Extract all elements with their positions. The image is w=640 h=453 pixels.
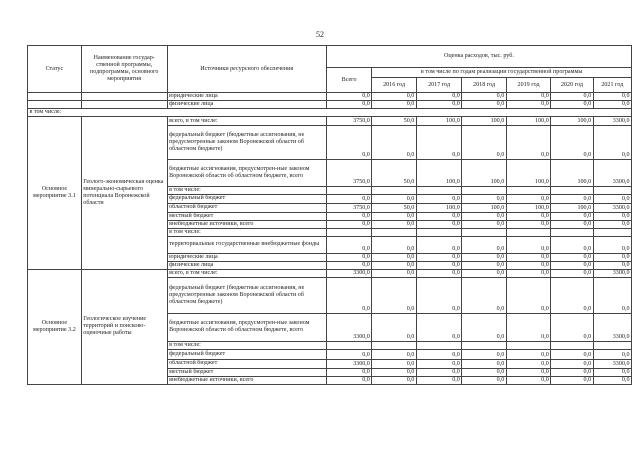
value-cell: 0,0 [416,220,462,228]
value-cell: 0,0 [506,220,550,228]
empty-cell [81,101,167,109]
value-cell: 0,0 [462,101,506,109]
value-cell: 3750,0 [326,117,372,126]
value-cell: 100,0 [462,160,506,187]
value-cell: 0,0 [372,101,416,109]
value-cell: 0,0 [326,277,372,313]
year-header: 2020 год [551,78,593,93]
value-cell: 0,0 [416,277,462,313]
table-row [28,117,632,126]
by-years-header: в том числе по годам реализации государственной программы [372,68,632,78]
source-label: всего, в том числе: [167,269,326,277]
value-cell: 3300,0 [593,117,631,126]
source-label: федеральный бюджет (бюджетные ассигнования, не предусмотренные законом Воронежской области об областном бюджете) [167,277,326,313]
value-cell: 0,0 [506,212,550,220]
value-cell: 100,0 [506,203,550,212]
name-header: Наименование государ-ственной программы, подпрограммы, основного мероприятия [81,46,167,93]
value-cell: 100,0 [416,117,462,126]
section-label: в том числе: [28,109,632,117]
value-cell: 0,0 [416,236,462,253]
budget-table [27,45,632,385]
value-cell: 0,0 [506,359,550,368]
value-cell: 0,0 [551,194,593,203]
value-cell: 3300,0 [326,313,372,341]
total-header: Всего [326,68,372,93]
value-cell: 0,0 [506,101,550,109]
value-cell: 0,0 [506,253,550,261]
value-cell: 100,0 [551,203,593,212]
value-cell: 0,0 [372,269,416,277]
value-cell [506,228,550,236]
empty-cell [28,93,82,101]
value-cell: 0,0 [462,313,506,341]
source-label: в том числе: [167,187,326,195]
value-cell: 0,0 [372,253,416,261]
value-cell: 0,0 [372,93,416,101]
value-cell: 3300,0 [593,203,631,212]
value-cell: 0,0 [551,126,593,160]
value-cell: 0,0 [416,376,462,384]
value-cell: 0,0 [551,220,593,228]
source-label: внебюджетные источники, всего [167,376,326,384]
value-cell: 0,0 [462,277,506,313]
value-cell: 0,0 [326,212,372,220]
value-cell: 0,0 [326,220,372,228]
value-cell: 0,0 [506,194,550,203]
value-cell: 3750,0 [326,160,372,187]
value-cell: 0,0 [372,368,416,376]
value-cell: 50,0 [372,117,416,126]
value-cell: 0,0 [326,93,372,101]
measure-name: Геолого-экономическая оценка минерально-сырьевого потенциала Воронежской области [81,117,167,270]
value-cell: 3300,0 [326,269,372,277]
measure-status: Основное мероприятие 3.2 [28,269,82,384]
value-cell: 0,0 [506,368,550,376]
value-cell: 0,0 [416,313,462,341]
value-cell: 0,0 [462,359,506,368]
value-cell: 0,0 [593,126,631,160]
value-cell: 0,0 [506,349,550,359]
value-cell: 0,0 [416,359,462,368]
value-cell: 0,0 [593,261,631,269]
value-cell: 100,0 [506,117,550,126]
source-label: территориальные государственные внебюджетные фонды [167,236,326,253]
value-cell: 0,0 [462,349,506,359]
value-cell [551,341,593,349]
value-cell [326,228,372,236]
measure-status: Основное мероприятие 3.1 [28,117,82,270]
value-cell: 0,0 [326,194,372,203]
value-cell: 3750,0 [326,203,372,212]
value-cell: 0,0 [593,194,631,203]
page-number: 52 [316,30,324,39]
value-cell: 0,0 [506,261,550,269]
value-cell: 0,0 [372,212,416,220]
value-cell: 0,0 [593,277,631,313]
value-cell: 100,0 [462,203,506,212]
value-cell: 0,0 [551,253,593,261]
value-cell: 0,0 [326,126,372,160]
value-cell: 0,0 [372,277,416,313]
value-cell: 0,0 [551,277,593,313]
source-label: в том числе: [167,228,326,236]
value-cell [506,187,550,195]
source-label: внебюджетные источники, всего [167,220,326,228]
value-cell: 0,0 [372,349,416,359]
value-cell: 0,0 [593,101,631,109]
value-cell: 0,0 [506,277,550,313]
estimate-header: Оценка расходов, тыс. руб. [326,46,631,68]
value-cell: 0,0 [551,359,593,368]
value-cell: 0,0 [462,212,506,220]
value-cell: 0,0 [372,194,416,203]
year-header: 2019 год [506,78,550,93]
value-cell [593,228,631,236]
value-cell: 3300,0 [593,359,631,368]
value-cell: 0,0 [372,261,416,269]
value-cell [372,228,416,236]
value-cell: 0,0 [372,236,416,253]
value-cell [326,341,372,349]
value-cell: 100,0 [551,160,593,187]
value-cell [416,187,462,195]
value-cell: 0,0 [326,368,372,376]
value-cell: 0,0 [462,236,506,253]
source-label: областной бюджет [167,203,326,212]
value-cell: 0,0 [416,368,462,376]
year-header: 2018 год [462,78,506,93]
value-cell: 0,0 [372,359,416,368]
value-cell [551,228,593,236]
source-label: всего, в том числе: [167,117,326,126]
value-cell: 0,0 [372,313,416,341]
value-cell: 0,0 [326,101,372,109]
value-cell: 0,0 [372,220,416,228]
value-cell: 0,0 [506,376,550,384]
value-cell [462,228,506,236]
value-cell: 0,0 [593,93,631,101]
value-cell: 0,0 [326,236,372,253]
value-cell: 0,0 [372,126,416,160]
source-label: физические лица [167,261,326,269]
value-cell: 0,0 [462,269,506,277]
value-cell: 0,0 [506,236,550,253]
source-label: юридические лица [167,93,326,101]
value-cell: 0,0 [551,349,593,359]
value-cell: 0,0 [416,101,462,109]
value-cell: 3300,0 [593,313,631,341]
value-cell: 0,0 [506,269,550,277]
value-cell: 0,0 [506,313,550,341]
year-header: 2016 год [372,78,416,93]
table-row [28,101,632,109]
value-cell: 0,0 [416,126,462,160]
value-cell: 0,0 [462,220,506,228]
source-label: федеральный бюджет (бюджетные ассигнования, не предусмотренные законом Воронежской области об областном бюджете) [167,126,326,160]
value-cell: 100,0 [416,160,462,187]
source-label: областной бюджет [167,359,326,368]
value-cell: 0,0 [416,349,462,359]
value-cell: 0,0 [551,376,593,384]
value-cell: 0,0 [593,220,631,228]
value-cell: 0,0 [506,126,550,160]
value-cell [416,228,462,236]
value-cell: 0,0 [593,349,631,359]
value-cell: 0,0 [462,93,506,101]
table-row [28,109,632,117]
value-cell: 0,0 [416,194,462,203]
value-cell: 0,0 [416,212,462,220]
value-cell [593,187,631,195]
value-cell: 100,0 [416,203,462,212]
value-cell [462,187,506,195]
value-cell: 0,0 [326,349,372,359]
value-cell: 0,0 [372,376,416,384]
value-cell [326,187,372,195]
measure-name: Геологическое изучение территорий и поисково-оценочные работы [81,269,167,384]
value-cell: 100,0 [551,117,593,126]
source-label: бюджетные ассигнования, предусмотрен-ные законом Воронежской области об областном бюджете, всего [167,160,326,187]
value-cell: 3300,0 [326,359,372,368]
empty-cell [28,101,82,109]
value-cell [506,341,550,349]
value-cell: 0,0 [462,194,506,203]
value-cell: 3300,0 [593,160,631,187]
value-cell: 50,0 [372,160,416,187]
source-label: в том числе: [167,341,326,349]
value-cell: 0,0 [462,261,506,269]
value-cell [372,341,416,349]
value-cell: 0,0 [416,261,462,269]
source-label: местный бюджет [167,212,326,220]
value-cell [416,341,462,349]
value-cell: 0,0 [551,269,593,277]
value-cell: 0,0 [551,101,593,109]
value-cell: 0,0 [462,253,506,261]
source-label: юридические лица [167,253,326,261]
value-cell: 0,0 [326,376,372,384]
source-label: местный бюджет [167,368,326,376]
value-cell [462,341,506,349]
value-cell: 100,0 [462,117,506,126]
value-cell: 0,0 [506,93,550,101]
year-header: 2017 год [416,78,462,93]
status-header: Статус [28,46,82,93]
table-row [28,93,632,101]
value-cell: 0,0 [551,313,593,341]
source-label: физические лица [167,101,326,109]
value-cell: 0,0 [593,376,631,384]
value-cell: 0,0 [593,236,631,253]
value-cell: 0,0 [416,93,462,101]
value-cell [551,187,593,195]
value-cell: 0,0 [551,93,593,101]
table-row [28,269,632,277]
source-label: бюджетные ассигнования, предусмотрен-ные законом Воронежской области об областном бюджете, всего [167,313,326,341]
value-cell: 0,0 [593,253,631,261]
value-cell: 0,0 [551,236,593,253]
source-label: федеральный бюджет [167,194,326,203]
value-cell: 0,0 [326,253,372,261]
value-cell: 100,0 [506,160,550,187]
value-cell [593,341,631,349]
value-cell: 0,0 [593,212,631,220]
source-label: федеральный бюджет [167,349,326,359]
value-cell: 0,0 [462,376,506,384]
value-cell: 0,0 [551,212,593,220]
value-cell [372,187,416,195]
empty-cell [81,93,167,101]
value-cell: 50,0 [372,203,416,212]
value-cell: 0,0 [551,261,593,269]
value-cell: 0,0 [416,253,462,261]
value-cell: 0,0 [462,368,506,376]
value-cell: 0,0 [462,126,506,160]
value-cell: 0,0 [416,269,462,277]
value-cell: 0,0 [326,261,372,269]
year-header: 2021 год [593,78,631,93]
value-cell: 0,0 [551,368,593,376]
value-cell: 0,0 [593,368,631,376]
sources-header: Источники ресурсного обеспечения [167,46,326,93]
value-cell: 3300,0 [593,269,631,277]
